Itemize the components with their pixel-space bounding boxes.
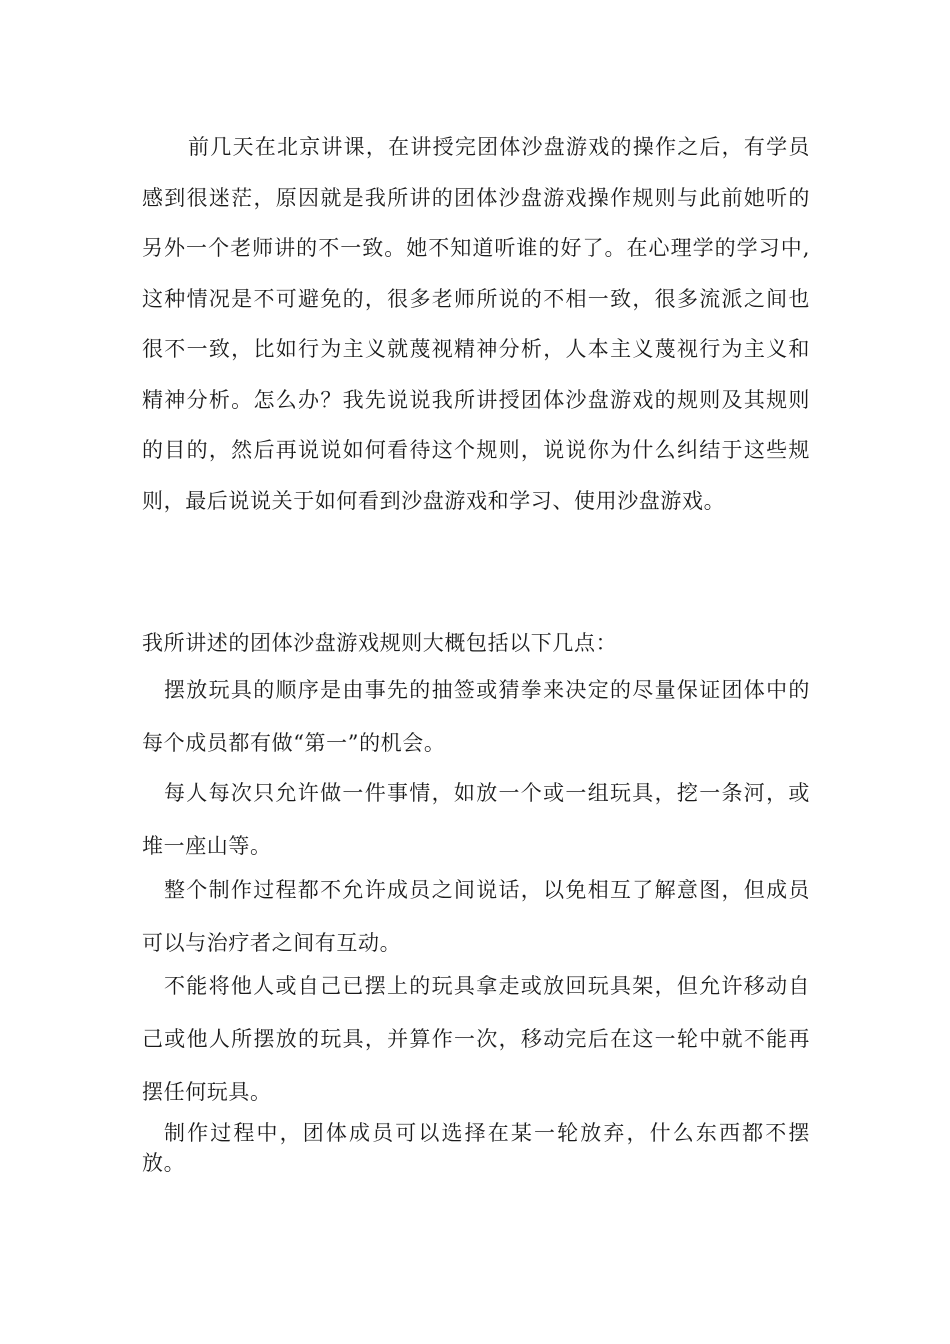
rules-heading: 我所讲述的团体沙盘游戏规则大概包括以下几点： <box>142 631 618 655</box>
rule-item-1: 摆放玩具的顺序是由事先的抽签或猜拳来决定的尽量保证团体中的每个成员都有做“第一”的机会。 <box>142 678 810 755</box>
rule-item-4: 不能将他人或自己已摆上的玩具拿走或放回玩具架，但允许移动自己或他人所摆放的玩具，并算作一次，移动完后在这一轮中就不能再摆任何玩具。 <box>142 974 810 1104</box>
rule-item-2: 每人每次只允许做一件事情，如放一个或一组玩具，挖一条河，或堆一座山等。 <box>142 781 810 858</box>
rule-item-5: 制作过程中，团体成员可以选择在某一轮放弃，什么东西都不摆放。 <box>142 1121 810 1175</box>
rule-item-3: 整个制作过程都不允许成员之间说话，以免相互了解意图，但成员可以与治疗者之间有互动。 <box>142 878 810 955</box>
intro-paragraph: 前几天在北京讲课，在讲授完团体沙盘游戏的操作之后，有学员感到很迷茫，原因就是我所讲的团体沙盘游戏操作规则与此前她听的另外一个老师讲的不一致。她不知道听谁的好了。在心理学的学习中,这种情况是不可避免的，很多老师所说的不相一致，很多流派之间也很不一致，比如行为主义就蔑视精神分析，人本主义蔑视行为主义和精神分析。怎么办？我先说说我所讲授团体沙盘游戏的规则及其规则的目的，然后再说说如何看待这个规则，说说你为什么纠结于这些规则，最后说说关于如何看到沙盘游戏和学习、使用沙盘游戏。 <box>142 135 810 513</box>
